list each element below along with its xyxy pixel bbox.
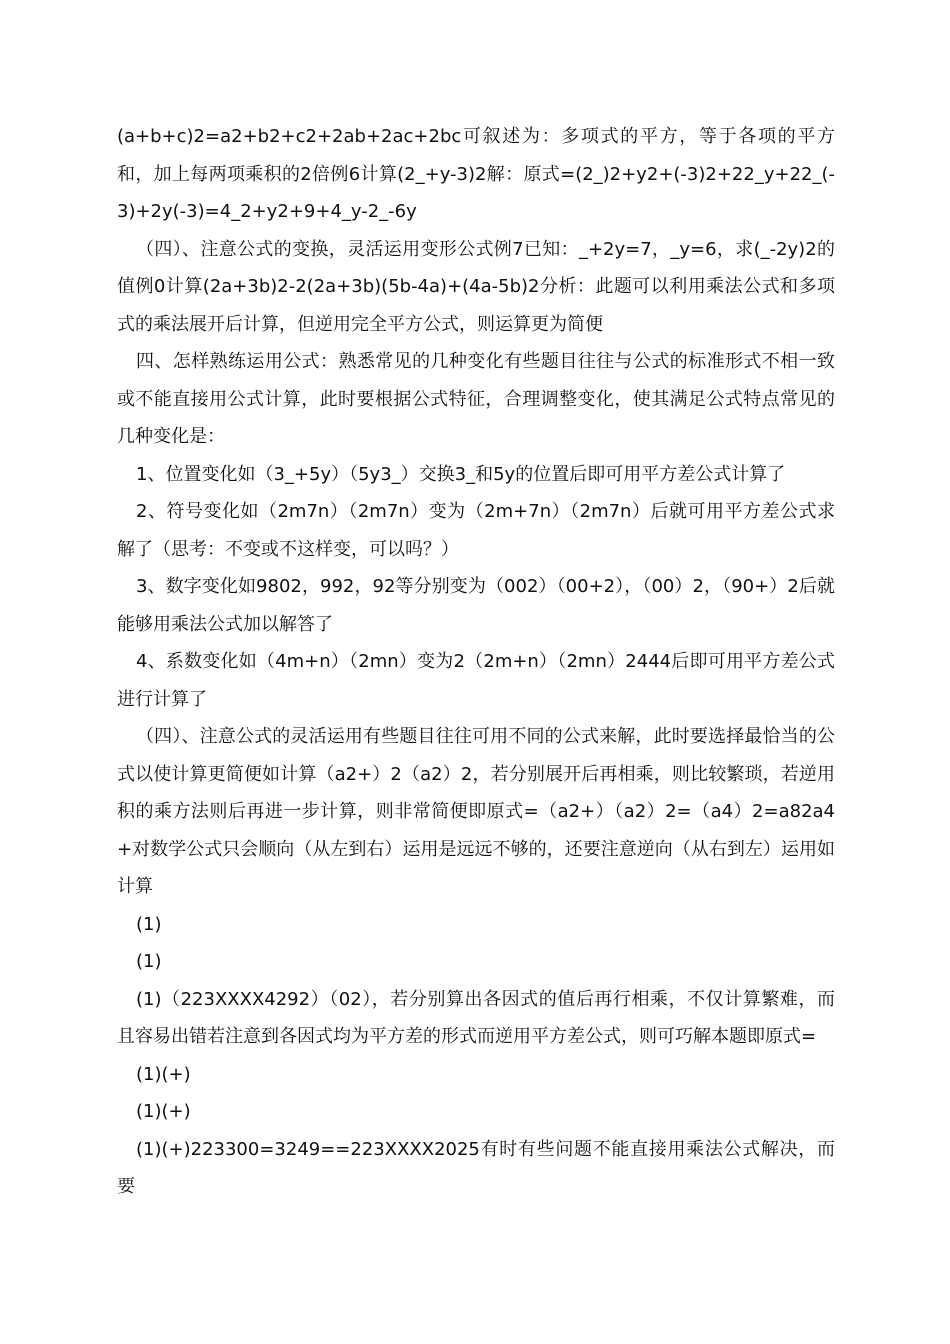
paragraph-final-line: (1)(+)223300=3249==223XXXX2025有时有些问题不能直接用乘法公式解决，而要	[117, 1138, 835, 1197]
paragraph-formula-transform: （四）、注意公式的变换，灵活运用变形公式例7已知：_+2y=7，_y=6，求(_-2y)2的值例0计算(2a+3b)2-2(2a+3b)(5b-4a)+(4a-5b)2分析：此题可以利用乘法公式和多项式的乘法展开后计算，但逆用完全平方公式，则运算更为简便	[117, 238, 835, 335]
document-body	[117, 118, 835, 1206]
paragraph-item-1d: (1)(+)	[136, 1101, 191, 1122]
paragraph-sign-change: 2、符号变化如（2m7n）（2m7n）变为（2m+7n）（2m7n）后就可用平方差公式求解了（思考：不变或不这样变，可以吗？）	[117, 501, 835, 560]
paragraph-difference-of-squares: (1)（223XXXX4292）（02），若分别算出各因式的值后再行相乘，不仅计算繁难，而且容易出错若注意到各因式均为平方差的形式而逆用平方差公式，则可巧解本题即原式=	[117, 988, 835, 1047]
paragraph-how-to-use-formulas: 四、怎样熟练运用公式：熟悉常见的几种变化有些题目往往与公式的标准形式不相一致或不能直接用公式计算，此时要根据公式特征，合理调整变化，使其满足公式特点常见的几种变化是：	[117, 351, 835, 447]
paragraph-item-1c: (1)(+)	[136, 1063, 191, 1085]
paragraph-number-change: 3、数字变化如9802，992，92等分别变为（002）（00+2），（00）2，（90+）2后就能够用乘法公式加以解答了	[117, 576, 835, 635]
paragraph-item-1a: (1)	[136, 913, 162, 935]
paragraph-flexible-use: （四）、注意公式的灵活运用有些题目往往可用不同的公式来解，此时要选择最恰当的公式以使计算更简便如计算（a2+）2（a2）2，若分别展开后再相乘，则比较繁琐，若逆用积的乘方法则后再进一步计算，则非常简便即原式=（a2+）（a2）2=（a4）2=a82a4+对数学公式只会顺向（从左到右）运用是远远不够的，还要注意逆向（从右到左）运用如计算	[117, 726, 835, 897]
paragraph-position-change: 1、位置变化如（3_+5y）（5y3_）交换3_和5y的位置后即可用平方差公式计算了	[136, 463, 786, 485]
paragraph-item-1b: (1)	[136, 951, 162, 972]
paragraph-formula-expansion: (a+b+c)2=a2+b2+c2+2ab+2ac+2bc可叙述为：多项式的平方，等于各项的平方和，加上每两项乘积的2倍例6计算(2_+y-3)2解：原式=(2_)2+y2+(-3)2+22_y+22_(-3)+2y(-3)=4_2+y2+9+4_y-2_-6y	[117, 126, 835, 222]
paragraph-coefficient-change: 4、系数变化如（4m+n）（2mn）变为2（2m+n）（2mn）2444后即可用平方差公式进行计算了	[117, 651, 835, 710]
